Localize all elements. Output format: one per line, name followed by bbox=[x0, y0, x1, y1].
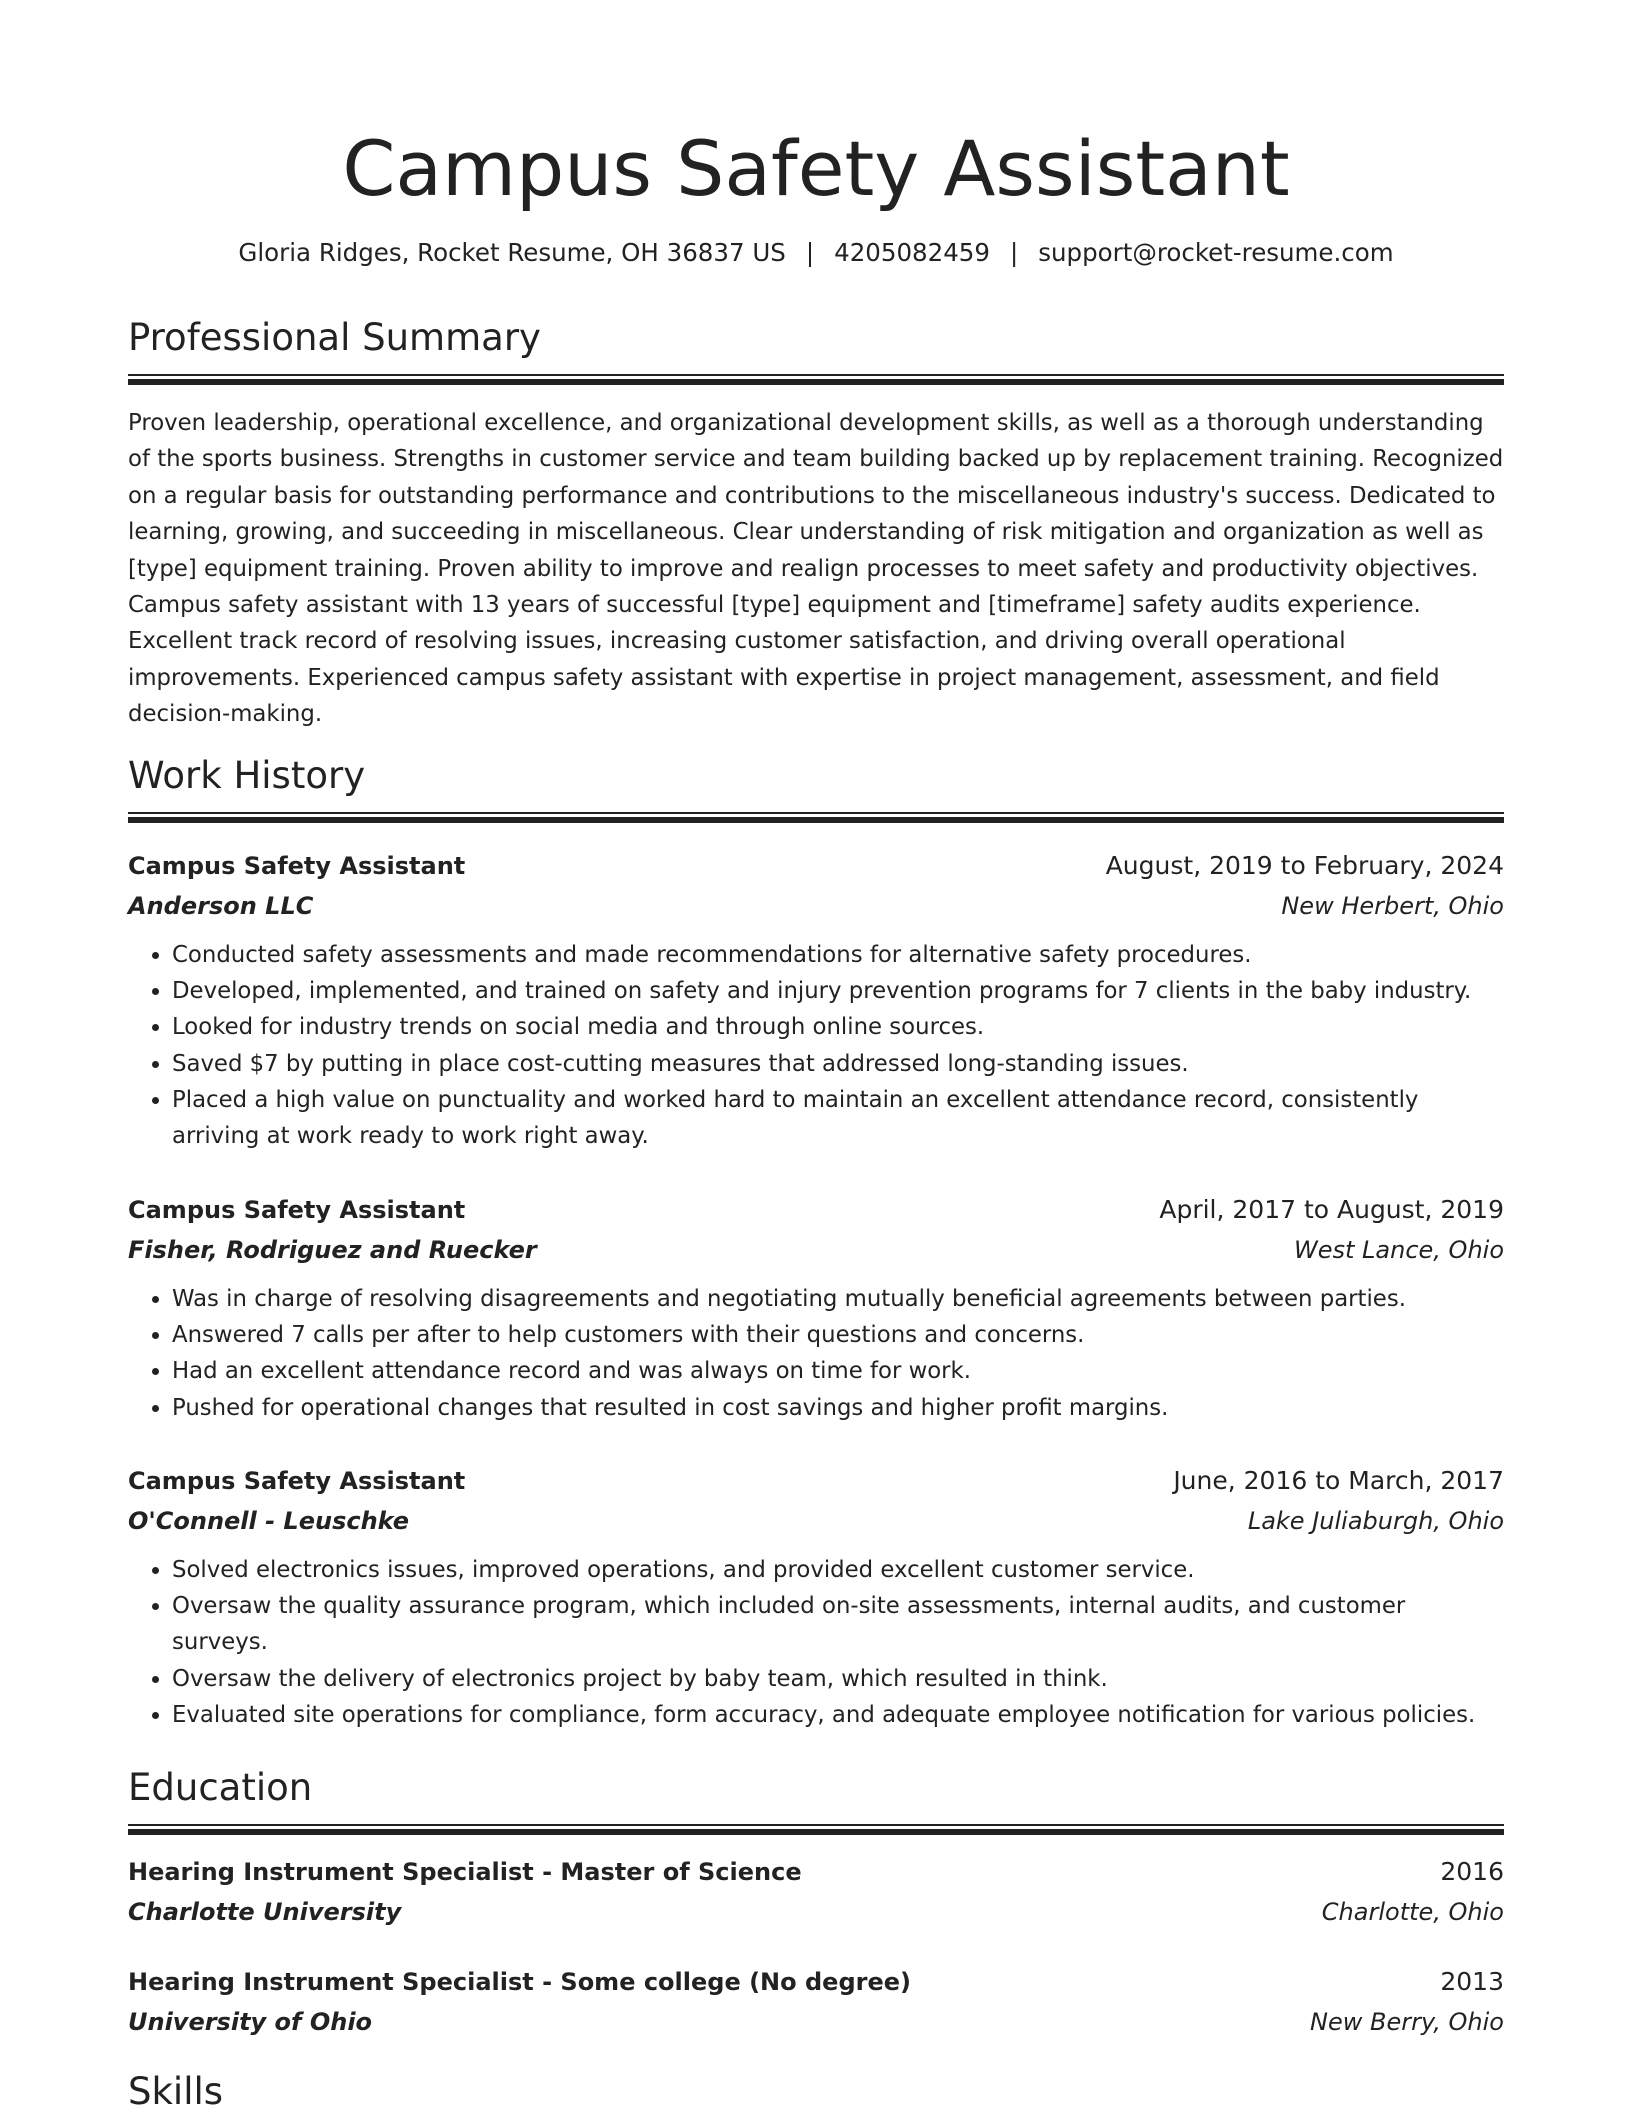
job-bullet-list bbox=[128, 1552, 1504, 1733]
section-divider bbox=[128, 374, 1504, 385]
skills-heading: Skills bbox=[128, 2070, 224, 2113]
education-location: New Berry, Ohio bbox=[1310, 2008, 1504, 2036]
education-school: Charlotte University bbox=[128, 1898, 402, 1926]
job-title: Campus Safety Assistant bbox=[128, 852, 466, 880]
work-history-heading: Work History bbox=[128, 754, 366, 797]
contact-phone: 4205082459 bbox=[834, 238, 990, 267]
contact-address: Gloria Ridges, Rocket Resume, OH 36837 US bbox=[238, 238, 786, 267]
job-bullet-list bbox=[128, 1281, 1504, 1426]
contact-email: support@rocket-resume.com bbox=[1038, 238, 1394, 267]
job-bullet: • Developed, implemented, and trained on safety and injury prevention programs for 7 clients in the baby industry. bbox=[172, 973, 1504, 1009]
job-bullet: • Answered 7 calls per after to help customers with their questions and concerns. bbox=[172, 1317, 1504, 1353]
education-year: 2016 bbox=[1440, 1857, 1504, 1886]
job-bullet: • Evaluated site operations for compliance, form accuracy, and adequate employee notification for various policies. bbox=[172, 1697, 1504, 1733]
skills-section bbox=[128, 2068, 1504, 2116]
job-header-row bbox=[128, 1190, 1504, 1230]
job-dates: April, 2017 to August, 2019 bbox=[1159, 1195, 1504, 1224]
job-dates: June, 2016 to March, 2017 bbox=[1173, 1466, 1504, 1495]
job-entry bbox=[128, 1461, 1504, 1733]
job-location: Lake Juliaburgh, Ohio bbox=[1247, 1507, 1504, 1535]
job-bullet: • Conducted safety assessments and made recommendations for alternative safety procedures. bbox=[172, 937, 1504, 973]
job-bullet: • Oversaw the delivery of electronics project by baby team, which resulted in think. bbox=[172, 1661, 1504, 1697]
resume-page bbox=[128, 0, 1504, 2113]
job-location: New Herbert, Ohio bbox=[1281, 892, 1504, 920]
education-location: Charlotte, Ohio bbox=[1321, 1898, 1504, 1926]
job-title: Campus Safety Assistant bbox=[128, 1196, 466, 1224]
education-degree: Hearing Instrument Specialist - Some college (No degree) bbox=[128, 1968, 911, 1996]
education-school-row bbox=[128, 2002, 1504, 2042]
resume-title: Campus Safety Assistant bbox=[342, 124, 1290, 213]
education-degree: Hearing Instrument Specialist - Master of Science bbox=[128, 1858, 802, 1886]
job-location: West Lance, Ohio bbox=[1294, 1236, 1504, 1264]
summary-text: Proven leadership, operational excellence, and organizational development skills, as well as a thorough understanding of the sports business. Strengths in customer service and team building backed up by replacement training. Recognized on a regular basis for outstanding performance and contributions to the miscellaneous industry's success. Dedicated to learning, growing, and succeeding in miscellaneous. Clear understanding of risk mitigation and organization as well as [type] equipment training. Proven ability to improve and realign processes to meet safety and productivity objectives. Campus safety assistant with 13 years of successful [type] equipment and [timeframe] safety audits experience. Excellent track record of resolving issues, increasing customer satisfaction, and driving overall operational improvements. Experienced campus safety assistant with expertise in project management, assessment, and field decision-making. bbox=[128, 410, 1504, 728]
job-company: Anderson LLC bbox=[128, 892, 314, 920]
job-header-row bbox=[128, 1461, 1504, 1501]
contact-line bbox=[128, 236, 1504, 270]
job-title: Campus Safety Assistant bbox=[128, 1467, 466, 1495]
job-header-row bbox=[128, 846, 1504, 886]
education-school-row bbox=[128, 1892, 1504, 1932]
job-company-row bbox=[128, 886, 1504, 926]
education-heading: Education bbox=[128, 1766, 313, 1809]
section-divider bbox=[128, 812, 1504, 823]
job-bullet: • Was in charge of resolving disagreements and negotiating mutually beneficial agreements between parties. bbox=[172, 1281, 1504, 1317]
education-header-row bbox=[128, 1962, 1504, 2002]
education-section bbox=[128, 1764, 1504, 1835]
education-entry bbox=[128, 1962, 1504, 2042]
job-entry bbox=[128, 1190, 1504, 1426]
section-divider bbox=[128, 1824, 1504, 1835]
job-bullet: • Looked for industry trends on social media and through online sources. bbox=[172, 1009, 1504, 1045]
job-bullet-list bbox=[128, 937, 1504, 1154]
job-bullet: • Pushed for operational changes that resulted in cost savings and higher profit margins. bbox=[172, 1390, 1504, 1426]
job-bullet: • Oversaw the quality assurance program, which included on-site assessments, internal audits, and customer surveys. bbox=[172, 1588, 1504, 1660]
contact-separator: | bbox=[1010, 238, 1019, 267]
work-history-section bbox=[128, 752, 1504, 823]
job-bullet: • Saved $7 by putting in place cost-cutting measures that addressed long-standing issues. bbox=[172, 1046, 1504, 1082]
summary-heading: Professional Summary bbox=[128, 316, 541, 359]
education-entry bbox=[128, 1852, 1504, 1932]
contact-separator: | bbox=[805, 238, 815, 267]
summary-section bbox=[128, 314, 1504, 733]
education-header-row bbox=[128, 1852, 1504, 1892]
job-entry bbox=[128, 846, 1504, 1154]
job-dates: August, 2019 to February, 2024 bbox=[1105, 851, 1504, 880]
job-bullet: • Had an excellent attendance record and was always on time for work. bbox=[172, 1353, 1504, 1389]
job-bullet: • Placed a high value on punctuality and worked hard to maintain an excellent attendance record, consistently arriving at work ready to work right away. bbox=[172, 1082, 1504, 1154]
job-company: Fisher, Rodriguez and Ruecker bbox=[128, 1236, 537, 1264]
education-year: 2013 bbox=[1440, 1967, 1504, 1996]
job-bullet: • Solved electronics issues, improved operations, and provided excellent customer service. bbox=[172, 1552, 1504, 1588]
education-school: University of Ohio bbox=[128, 2008, 373, 2036]
job-company-row bbox=[128, 1230, 1504, 1270]
job-company: O'Connell - Leuschke bbox=[128, 1507, 410, 1535]
job-company-row bbox=[128, 1501, 1504, 1541]
